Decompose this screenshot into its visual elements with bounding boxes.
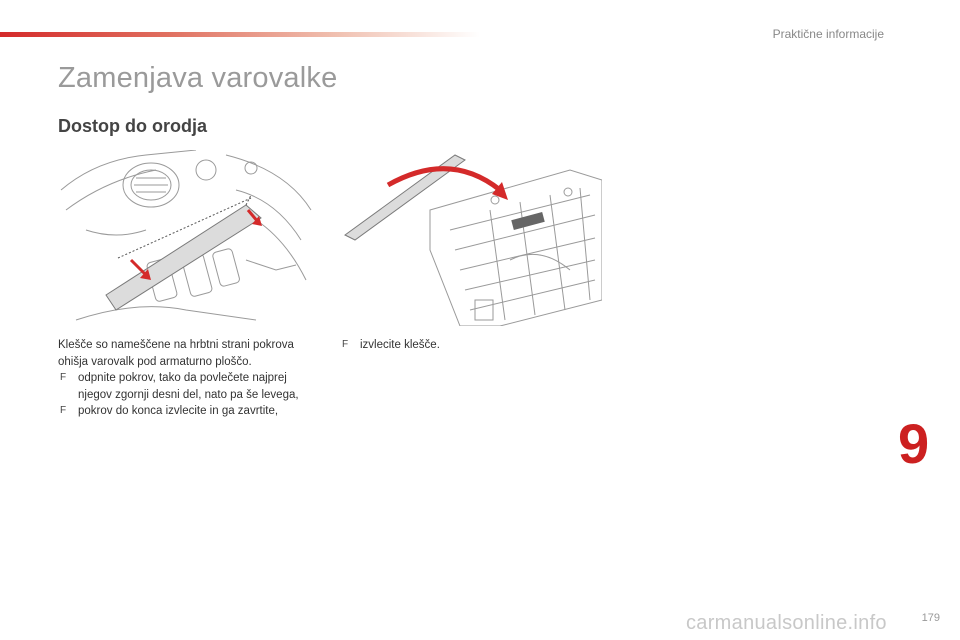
bullet-marker: F bbox=[60, 372, 67, 383]
instruction-step-2-text: pokrov do konca izvlecite in ga zavrtite, bbox=[78, 405, 279, 417]
header-accent-bar bbox=[0, 32, 480, 37]
right-instructions bbox=[340, 337, 602, 354]
section-subtitle: Dostop do orodja bbox=[58, 116, 207, 136]
instruction-step-1-text: odpnite pokrov, tako da povlečete najprej njegov zgornji desni del, nato pa še levega, bbox=[78, 372, 299, 401]
instruction-step-1 bbox=[58, 370, 322, 403]
bullet-marker: F bbox=[342, 339, 349, 350]
section-label: Praktične informacije bbox=[772, 27, 884, 41]
fuse-box-pliers-illustration bbox=[340, 150, 602, 326]
instruction-step-3 bbox=[340, 337, 602, 354]
left-instructions bbox=[58, 337, 322, 420]
instruction-step-3-text: izvlecite klešče. bbox=[360, 339, 440, 351]
page-number: 179 bbox=[921, 612, 940, 624]
page-title: Zamenjava varovalke bbox=[58, 62, 338, 94]
bullet-marker: F bbox=[60, 405, 67, 416]
intro-text: Klešče so nameščene na hrbtni strani pokrova ohišja varovalk pod armaturno ploščo. bbox=[58, 339, 294, 368]
chapter-number: 9 bbox=[898, 412, 930, 475]
dashboard-fuse-cover-illustration bbox=[56, 150, 318, 326]
instruction-step-2 bbox=[58, 403, 322, 420]
watermark: carmanualsonline.info bbox=[686, 612, 887, 634]
